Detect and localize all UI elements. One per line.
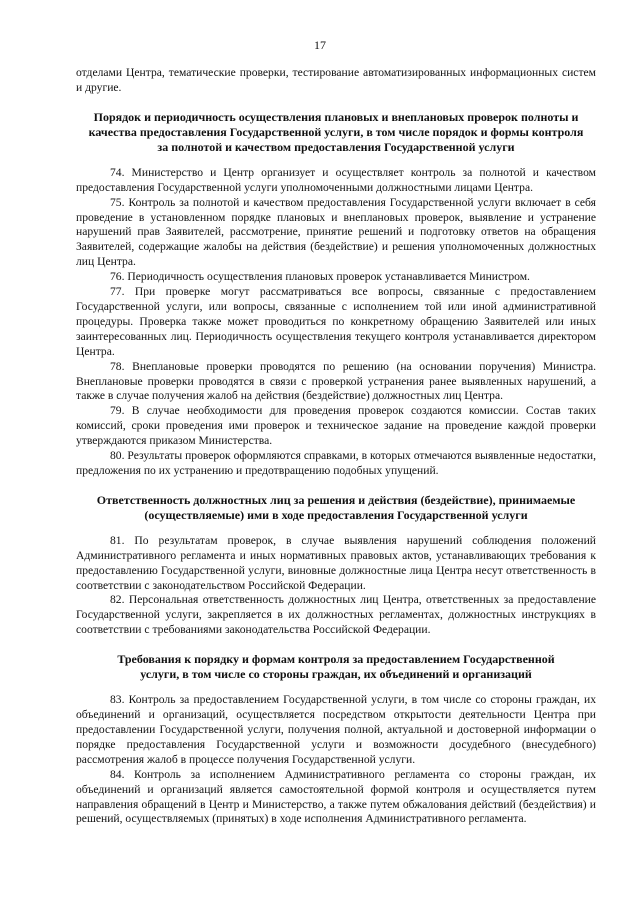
paragraph-75: 75. Контроль за полнотой и качеством предоставления Государственной услуги включает в себя проведение в установленном порядке плановых и внеплановых проверок, выявление и устранение нарушений прав Заявителей, рассмотрение, принятие решений и подготовку ответов на обращения Заявителей, содержащие жалобы на действия (бездействие) и решения уполномоченных должностных лиц Центра.: [76, 195, 596, 269]
section-control-requirements: [76, 693, 596, 827]
section-heading-control-requirements: Требования к порядку и формам контроля за предоставлением Государственной услуги, в том числе со стороны граждан, их объединений и организаций: [117, 652, 555, 682]
paragraph-78: 78. Внеплановые проверки проводятся по решению (на основании поручения) Министра. Внеплановые проверки проводятся в связи с проверкой устранения ранее выявленных нарушений, а также в случае получения жалоб на действия (бездействие) должностных лиц Центра.: [76, 359, 596, 403]
page-body: [76, 66, 596, 827]
paragraph-83: 83. Контроль за предоставлением Государственной услуги, в том числе со стороны граждан, их объединений и организаций, осуществляется посредством открытости деятельности Центра при предоставлении Государственной услуги, получения полной, актуальной и достоверной информации о порядке предоставления Государственной услуги и возможности досудебного (внесудебного) рассмотрения жалоб в процессе получения Государственной услуги.: [76, 693, 596, 766]
section-responsibility: [76, 534, 596, 638]
page-number: 17: [314, 38, 326, 52]
paragraph-76: 76. Периодичность осуществления плановых проверок устанавливается Министром.: [110, 270, 530, 284]
paragraph-80: 80. Результаты проверок оформляются справками, в которых отмечаются выявленные недостатки, предложения по их устранению и предотвращению подобных упущений.: [76, 449, 596, 477]
intro-paragraph: отделами Центра, тематические проверки, тестирование автоматизированных информационных систем и другие.: [76, 66, 596, 94]
section-heading-inspections: Порядок и периодичность осуществления плановых и внеплановых проверок полноты и качества предоставления Государственной услуги, в том числе порядок и формы контроля за полнотой и качеством предоставления Государственной услуги: [88, 109, 584, 154]
paragraph-79: 79. В случае необходимости для проведения проверок создаются комиссии. Состав таких комиссий, сроки проведения ими проверок и техническое задание на проведение каждой проверки утверждаются приказом Министерства.: [76, 404, 596, 448]
section-heading-responsibility: Ответственность должностных лиц за решения и действия (бездействие), принимаемые (осуществляемые) ими в ходе предоставления Государственной услуги: [96, 492, 576, 522]
paragraph-74: 74. Министерство и Центр организует и осуществляет контроль за полнотой и качеством предоставления Государственной услуги уполномоченными должностными лицами Центра.: [76, 165, 596, 194]
paragraph-77: 77. При проверке могут рассматриваться все вопросы, связанные с предоставлением Государственной услуги, или вопросы, связанные с исполнением той или иной административной процедуры. Проверка также может проводиться по конкретному обращению Заявителей или иных заинтересованных лиц. Периодичность осуществления текущего контроля устанавливается директором Центра.: [76, 285, 596, 358]
section-inspections: [76, 166, 596, 479]
paragraph-81: 81. По результатам проверок, в случае выявления нарушений соблюдения положений Административного регламента и иных нормативных правовых актов, устанавливающих требования к предоставлению Государственной услуги, виновные должностные лица Центра несут ответственность в соответствии с законодательством Российской Федерации.: [76, 533, 596, 592]
paragraph-82: 82. Персональная ответственность должностных лиц Центра, ответственных за предоставление Государственной услуги, закрепляется в их должностных регламентах, должностных инструкциях в соответствии с требованиями законодательства Российской Федерации.: [76, 593, 596, 637]
paragraph-84: 84. Контроль за исполнением Административного регламента со стороны граждан, их объединений и организаций является самостоятельной формой контроля и осуществляется путем направления обращений в Центр и Министерство, а также путем обжалования действий (бездействия) и решений, осуществляемых (принятых) в ходе исполнения Административного регламента.: [76, 767, 596, 826]
